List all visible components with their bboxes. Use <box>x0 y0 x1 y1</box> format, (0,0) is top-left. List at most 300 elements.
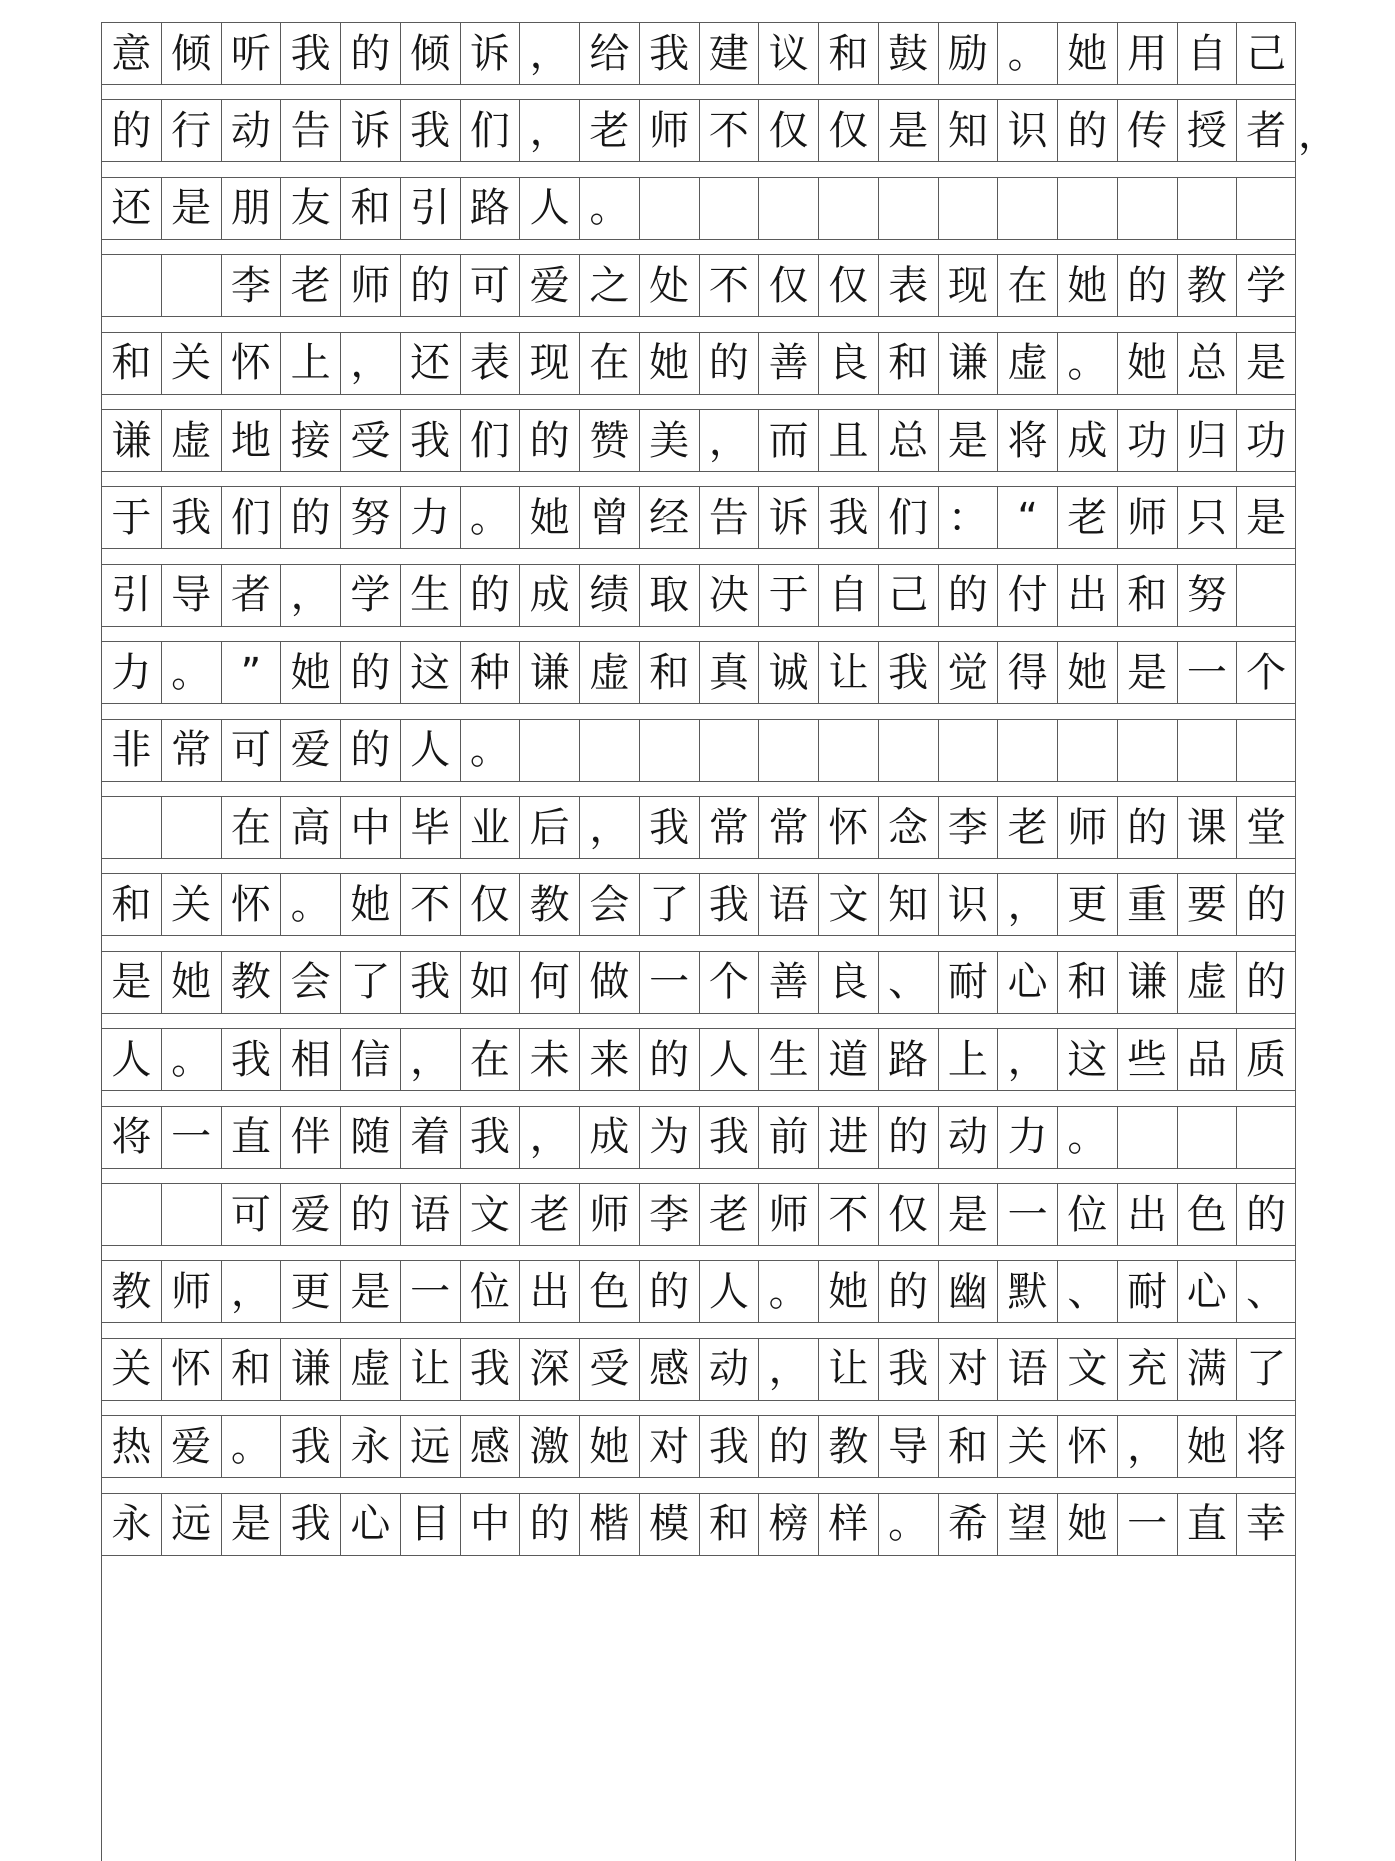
grid-cell: ， <box>1117 1416 1177 1477</box>
grid-cell: 。 <box>161 1029 221 1090</box>
grid-cell: ， <box>997 874 1057 935</box>
grid-cell: 我 <box>639 797 699 858</box>
grid-cell: 信 <box>340 1029 400 1090</box>
grid-cell: 于 <box>758 565 818 626</box>
grid-row <box>101 1338 1296 1401</box>
grid-cell: 力 <box>997 1107 1057 1168</box>
grid-cell: 教 <box>221 952 281 1013</box>
grid-cell: 她 <box>161 952 221 1013</box>
grid-cell: 对 <box>938 1339 998 1400</box>
grid-cell: 未 <box>519 1029 579 1090</box>
grid-cell <box>699 720 759 781</box>
grid-cell: ， <box>997 1029 1057 1090</box>
grid-cell: 和 <box>340 178 400 239</box>
grid-cell <box>878 720 938 781</box>
grid-cell: 诚 <box>758 642 818 703</box>
grid-cell: 归 <box>1177 410 1237 471</box>
grid-cell: 怀 <box>1057 1416 1117 1477</box>
grid-cell: 引 <box>101 565 161 626</box>
grid-cell: 是 <box>1236 487 1296 548</box>
grid-cell: 虚 <box>579 642 639 703</box>
grid-cell: 取 <box>639 565 699 626</box>
grid-cell: 上 <box>938 1029 998 1090</box>
grid-cell: 表 <box>878 255 938 316</box>
grid-cell: 励 <box>938 23 998 84</box>
grid-cell: 位 <box>1057 1184 1117 1245</box>
grid-row <box>101 796 1296 859</box>
grid-cell: 色 <box>579 1261 639 1322</box>
grid-cell: 虚 <box>340 1339 400 1400</box>
grid-cell: 爱 <box>161 1416 221 1477</box>
grid-cell: 她 <box>280 642 340 703</box>
grid-cell: 知 <box>938 100 998 161</box>
grid-cell: 听 <box>221 23 281 84</box>
grid-cell: 的 <box>1117 255 1177 316</box>
grid-cell: 自 <box>1177 23 1237 84</box>
grid-cell: 仅 <box>758 100 818 161</box>
grid-cell <box>1236 1107 1296 1168</box>
grid-cell: 教 <box>818 1416 878 1477</box>
grid-cell: 赞 <box>579 410 639 471</box>
grid-cell: 仅 <box>758 255 818 316</box>
grid-cell: 知 <box>878 874 938 935</box>
grid-cell: ， <box>519 23 579 84</box>
grid-cell: 人 <box>699 1261 759 1322</box>
grid-cell: 将 <box>1236 1416 1296 1477</box>
grid-cell: 希 <box>938 1494 998 1555</box>
grid-cell: 倾 <box>400 23 460 84</box>
grid-cell: 的 <box>878 1261 938 1322</box>
grid-cell: 语 <box>400 1184 460 1245</box>
grid-cell: 鼓 <box>878 23 938 84</box>
grid-cell: 幸 <box>1236 1494 1296 1555</box>
grid-cell: 深 <box>519 1339 579 1400</box>
grid-cell: 、 <box>1057 1261 1117 1322</box>
grid-cell: 和 <box>1117 565 1177 626</box>
grid-cell: 人 <box>101 1029 161 1090</box>
grid-cell: 目 <box>400 1494 460 1555</box>
grid-cell: 在 <box>997 255 1057 316</box>
grid-cell: 不 <box>699 100 759 161</box>
grid-cell: 心 <box>997 952 1057 1013</box>
grid-cell: 我 <box>639 23 699 84</box>
grid-cell: 诉 <box>340 100 400 161</box>
grid-cell: 给 <box>579 23 639 84</box>
grid-cell: 教 <box>1177 255 1237 316</box>
grid-cell: 了 <box>340 952 400 1013</box>
grid-cell: 远 <box>400 1416 460 1477</box>
grid-cell: 中 <box>460 1494 520 1555</box>
grid-cell: 和 <box>221 1339 281 1400</box>
grid-cell: ， <box>519 1107 579 1168</box>
grid-cell: 师 <box>758 1184 818 1245</box>
grid-cell: 是 <box>938 410 998 471</box>
grid-cell: 且 <box>818 410 878 471</box>
grid-cell: 将 <box>101 1107 161 1168</box>
grid-cell: 了 <box>639 874 699 935</box>
grid-cell: 得 <box>997 642 1057 703</box>
grid-cell: 将 <box>997 410 1057 471</box>
grid-cell: 的 <box>340 1184 400 1245</box>
grid-cell: 非 <box>101 720 161 781</box>
grid-cell: 告 <box>280 100 340 161</box>
grid-cell: 出 <box>519 1261 579 1322</box>
grid-cell: 她 <box>1057 642 1117 703</box>
grid-cell <box>1117 178 1177 239</box>
grid-cell: 常 <box>161 720 221 781</box>
grid-cell: 。 <box>460 487 520 548</box>
grid-cell: 师 <box>579 1184 639 1245</box>
grid-cell: 动 <box>938 1107 998 1168</box>
grid-cell: 仅 <box>818 255 878 316</box>
grid-cell: “ <box>997 487 1057 548</box>
grid-cell: 怀 <box>161 1339 221 1400</box>
grid-cell: 样 <box>818 1494 878 1555</box>
grid-cell: ， <box>221 1261 281 1322</box>
grid-cell: 人 <box>400 720 460 781</box>
grid-cell: 。 <box>460 720 520 781</box>
grid-cell: ， <box>400 1029 460 1090</box>
grid-cell: 我 <box>280 23 340 84</box>
grid-cell: 绩 <box>579 565 639 626</box>
grid-cell: 倾 <box>161 23 221 84</box>
grid-cell: 关 <box>997 1416 1057 1477</box>
grid-cell: 她 <box>1057 23 1117 84</box>
grid-cell: 老 <box>699 1184 759 1245</box>
grid-cell: 中 <box>340 797 400 858</box>
grid-cell <box>818 720 878 781</box>
grid-row <box>101 1028 1296 1091</box>
grid-cell: 们 <box>221 487 281 548</box>
grid-cell: 。 <box>161 642 221 703</box>
grid-cell <box>161 797 221 858</box>
grid-cell: 的 <box>1236 874 1296 935</box>
grid-cell: 老 <box>579 100 639 161</box>
grid-cell: 我 <box>400 410 460 471</box>
grid-cell: 是 <box>1117 642 1177 703</box>
grid-cell: 的 <box>938 565 998 626</box>
grid-cell: 感 <box>460 1416 520 1477</box>
grid-cell: ， <box>758 1339 818 1400</box>
grid-row <box>101 1106 1296 1169</box>
grid-cell: 道 <box>818 1029 878 1090</box>
grid-row <box>101 1415 1296 1478</box>
grid-cell: 议 <box>758 23 818 84</box>
grid-cell: 业 <box>460 797 520 858</box>
grid-cell: 我 <box>460 1107 520 1168</box>
grid-cell: 路 <box>460 178 520 239</box>
grid-cell: 榜 <box>758 1494 818 1555</box>
grid-cell: 爱 <box>519 255 579 316</box>
grid-cell: 学 <box>1236 255 1296 316</box>
grid-cell: 和 <box>101 874 161 935</box>
grid-cell: 良 <box>818 952 878 1013</box>
grid-cell: 可 <box>460 255 520 316</box>
grid-cell: 谦 <box>101 410 161 471</box>
grid-cell: 是 <box>1236 333 1296 394</box>
grid-cell: 一 <box>1177 642 1237 703</box>
grid-cell: 心 <box>340 1494 400 1555</box>
grid-row <box>101 99 1338 162</box>
grid-cell: 美 <box>639 410 699 471</box>
grid-cell: 教 <box>519 874 579 935</box>
grid-cell: 念 <box>878 797 938 858</box>
grid-cell: 的 <box>1236 952 1296 1013</box>
grid-cell: 永 <box>101 1494 161 1555</box>
grid-cell <box>997 178 1057 239</box>
grid-cell: 语 <box>758 874 818 935</box>
grid-cell <box>1236 720 1296 781</box>
grid-cell: 善 <box>758 333 818 394</box>
grid-cell <box>519 720 579 781</box>
grid-cell: 虚 <box>997 333 1057 394</box>
grid-cell: 她 <box>1057 1494 1117 1555</box>
grid-cell <box>161 255 221 316</box>
grid-cell: 现 <box>938 255 998 316</box>
grid-cell: 成 <box>1057 410 1117 471</box>
grid-cell: 告 <box>699 487 759 548</box>
grid-cell: 我 <box>818 487 878 548</box>
grid-cell: 耐 <box>938 952 998 1013</box>
grid-cell: 常 <box>699 797 759 858</box>
grid-cell: 心 <box>1177 1261 1237 1322</box>
grid-cell: 经 <box>639 487 699 548</box>
grid-cell: 出 <box>1117 1184 1177 1245</box>
grid-cell: 友 <box>280 178 340 239</box>
grid-cell: 的 <box>699 333 759 394</box>
grid-cell: 我 <box>280 1494 340 1555</box>
grid-cell: 老 <box>519 1184 579 1245</box>
grid-cell: 者 <box>1236 100 1296 161</box>
grid-cell: 接 <box>280 410 340 471</box>
grid-cell <box>1236 178 1296 239</box>
grid-cell: 路 <box>878 1029 938 1090</box>
grid-cell: 的 <box>400 255 460 316</box>
grid-cell: 虚 <box>161 410 221 471</box>
grid-cell <box>878 178 938 239</box>
grid-cell: 的 <box>340 642 400 703</box>
grid-cell: 满 <box>1177 1339 1237 1400</box>
grid-cell: 她 <box>1177 1416 1237 1477</box>
grid-cell <box>101 797 161 858</box>
grid-cell: 而 <box>758 410 818 471</box>
grid-cell: 伴 <box>280 1107 340 1168</box>
grid-cell: 更 <box>280 1261 340 1322</box>
grid-cell: 和 <box>938 1416 998 1477</box>
grid-cell: ， <box>340 333 400 394</box>
grid-cell: 直 <box>1177 1494 1237 1555</box>
grid-cell: 一 <box>400 1261 460 1322</box>
grid-cell: 表 <box>460 333 520 394</box>
grid-cell: 怀 <box>818 797 878 858</box>
grid-cell: 们 <box>878 487 938 548</box>
grid-cell: 她 <box>340 874 400 935</box>
grid-cell: 随 <box>340 1107 400 1168</box>
grid-cell: 觉 <box>938 642 998 703</box>
grid-cell: 谦 <box>938 333 998 394</box>
grid-cell: 在 <box>460 1029 520 1090</box>
grid-cell: 让 <box>400 1339 460 1400</box>
grid-cell: 的 <box>101 100 161 161</box>
grid-cell: 力 <box>101 642 161 703</box>
grid-cell: 位 <box>460 1261 520 1322</box>
grid-cell: 李 <box>938 797 998 858</box>
grid-cell: 进 <box>818 1107 878 1168</box>
grid-cell: 老 <box>280 255 340 316</box>
grid-cell: ” <box>221 642 281 703</box>
grid-cell: 堂 <box>1236 797 1296 858</box>
grid-cell <box>1177 178 1237 239</box>
grid-cell: 语 <box>997 1339 1057 1400</box>
grid-cell: 师 <box>639 100 699 161</box>
grid-cell: 虚 <box>1177 952 1237 1013</box>
grid-cell: 地 <box>221 410 281 471</box>
grid-cell <box>1057 720 1117 781</box>
grid-cell: 这 <box>1057 1029 1117 1090</box>
grid-cell: 的 <box>1117 797 1177 858</box>
grid-cell: 生 <box>400 565 460 626</box>
grid-cell: 善 <box>758 952 818 1013</box>
grid-cell: 永 <box>340 1416 400 1477</box>
grid-cell: 。 <box>1057 333 1117 394</box>
grid-cell: 还 <box>400 333 460 394</box>
grid-cell: 动 <box>699 1339 759 1400</box>
grid-cell <box>1177 720 1237 781</box>
grid-row <box>101 486 1296 549</box>
grid-cell: 、 <box>878 952 938 1013</box>
grid-cell: 怀 <box>221 333 281 394</box>
grid-cell: 耐 <box>1117 1261 1177 1322</box>
grid-cell: 师 <box>161 1261 221 1322</box>
grid-row <box>101 719 1296 782</box>
grid-cell: 导 <box>161 565 221 626</box>
margin-punctuation: ， <box>1298 111 1338 158</box>
grid-row <box>101 564 1296 627</box>
grid-cell: 幽 <box>938 1261 998 1322</box>
grid-cell: 用 <box>1117 23 1177 84</box>
grid-cell: 们 <box>460 100 520 161</box>
grid-cell: 是 <box>878 100 938 161</box>
grid-cell: 让 <box>818 642 878 703</box>
grid-cell: 。 <box>221 1416 281 1477</box>
grid-cell <box>997 720 1057 781</box>
grid-cell: 高 <box>280 797 340 858</box>
grid-cell <box>639 178 699 239</box>
grid-cell: 己 <box>1236 23 1296 84</box>
grid-cell: 这 <box>400 642 460 703</box>
grid-cell: 之 <box>579 255 639 316</box>
grid-cell: 我 <box>699 1416 759 1477</box>
grid-row <box>101 177 1296 240</box>
grid-cell <box>818 178 878 239</box>
grid-cell: 可 <box>221 1184 281 1245</box>
grid-cell <box>938 720 998 781</box>
grid-cell: 楷 <box>579 1494 639 1555</box>
grid-cell: 老 <box>997 797 1057 858</box>
grid-cell: 质 <box>1236 1029 1296 1090</box>
grid-cell: 让 <box>818 1339 878 1400</box>
grid-row <box>101 409 1296 472</box>
grid-cell: 上 <box>280 333 340 394</box>
grid-cell: 爱 <box>280 1184 340 1245</box>
grid-cell: 爱 <box>280 720 340 781</box>
grid-row <box>101 641 1296 704</box>
grid-cell: 一 <box>997 1184 1057 1245</box>
grid-cell: 和 <box>1057 952 1117 1013</box>
grid-cell: 会 <box>579 874 639 935</box>
grid-cell: 、 <box>1236 1261 1296 1322</box>
grid-cell: 于 <box>101 487 161 548</box>
grid-cell: 我 <box>161 487 221 548</box>
grid-cell: 的 <box>758 1416 818 1477</box>
grid-cell: 我 <box>400 100 460 161</box>
grid-cell: 个 <box>699 952 759 1013</box>
grid-cell: 人 <box>699 1029 759 1090</box>
grid-cell: 己 <box>878 565 938 626</box>
grid-cell: 动 <box>221 100 281 161</box>
grid-cell: 课 <box>1177 797 1237 858</box>
grid-cell: 关 <box>101 1339 161 1400</box>
grid-cell: 我 <box>280 1416 340 1477</box>
grid-cell: 。 <box>280 874 340 935</box>
grid-cell: 一 <box>1117 1494 1177 1555</box>
grid-cell: 何 <box>519 952 579 1013</box>
grid-cell: 怀 <box>221 874 281 935</box>
grid-cell: 教 <box>101 1261 161 1322</box>
grid-cell: 的 <box>519 1494 579 1555</box>
grid-cell: ， <box>519 100 579 161</box>
grid-row <box>101 951 1296 1014</box>
grid-cell: 付 <box>997 565 1057 626</box>
grid-cell: 和 <box>639 642 699 703</box>
grid-cell: 功 <box>1117 410 1177 471</box>
grid-cell <box>758 720 818 781</box>
grid-cell: 的 <box>519 410 579 471</box>
grid-cell <box>161 1184 221 1245</box>
grid-cell: 热 <box>101 1416 161 1477</box>
grid-cell: 个 <box>1236 642 1296 703</box>
grid-cell: 激 <box>519 1416 579 1477</box>
grid-cell: 在 <box>579 333 639 394</box>
grid-cell: 直 <box>221 1107 281 1168</box>
grid-cell: 我 <box>460 1339 520 1400</box>
grid-cell: 李 <box>221 255 281 316</box>
grid-cell: 她 <box>818 1261 878 1322</box>
grid-cell <box>1236 565 1296 626</box>
grid-cell: 处 <box>639 255 699 316</box>
grid-cell: 导 <box>878 1416 938 1477</box>
grid-cell: 她 <box>1057 255 1117 316</box>
grid-cell: 仅 <box>460 874 520 935</box>
grid-cell: 师 <box>1057 797 1117 858</box>
grid-cell: 的 <box>340 23 400 84</box>
grid-cell: 和 <box>699 1494 759 1555</box>
grid-cell: 我 <box>699 1107 759 1168</box>
grid-cell: 的 <box>639 1029 699 1090</box>
grid-cell: 诉 <box>460 23 520 84</box>
grid-cell: 功 <box>1236 410 1296 471</box>
grid-cell: 是 <box>340 1261 400 1322</box>
grid-row <box>101 22 1296 85</box>
grid-cell: 朋 <box>221 178 281 239</box>
grid-cell: 。 <box>579 178 639 239</box>
grid-cell: 一 <box>639 952 699 1013</box>
grid-cell: 老 <box>1057 487 1117 548</box>
grid-cell: 李 <box>639 1184 699 1245</box>
grid-cell: 生 <box>758 1029 818 1090</box>
grid-cell: ： <box>938 487 998 548</box>
grid-cell: 力 <box>400 487 460 548</box>
